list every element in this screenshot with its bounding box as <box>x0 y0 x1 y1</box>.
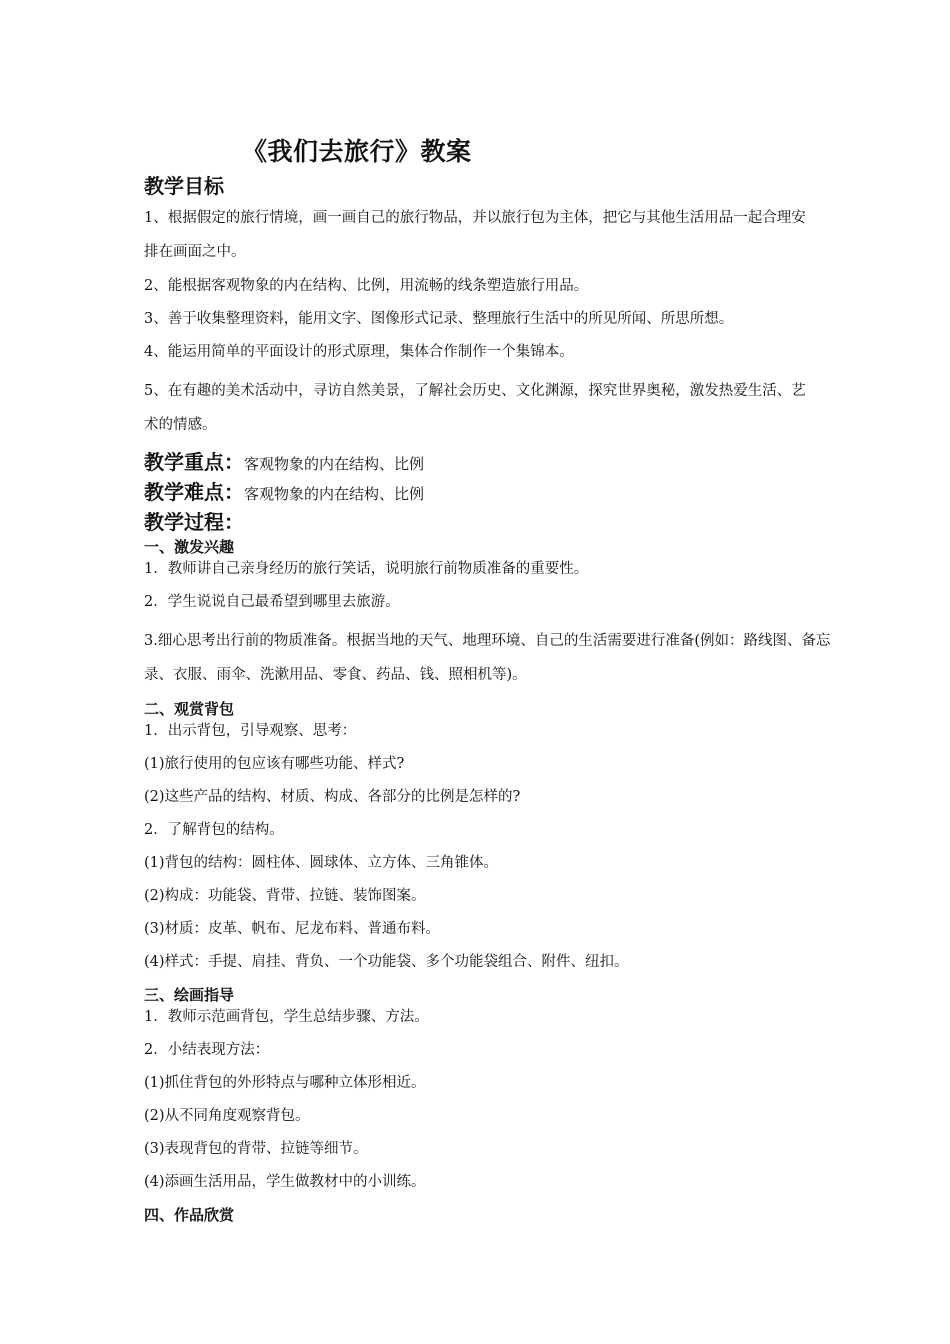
section-item: (4)样式：手提、肩挂、背负、一个功能袋、多个功能袋组合、附件、纽扣。 <box>144 954 629 970</box>
section-item: 1．出示背包，引导观察、思考： <box>144 723 357 739</box>
goal-item: 2、能根据客观物象的内在结构、比例，用流畅的线条塑造旅行用品。 <box>144 278 589 294</box>
section-item: 2．了解背包的结构。 <box>144 822 284 838</box>
goal-item: 5、在有趣的美术活动中，寻访自然美景，了解社会历史、文化渊源，探究世界奥秘，激发热爱生活、艺术的情感。 <box>144 383 806 433</box>
section-item: (3)材质：皮革、帆布、尼龙布料、普通布料。 <box>144 921 441 937</box>
goal-item: 1、根据假定的旅行情境，画一画自己的旅行物品，并以旅行包为主体，把它与其他生活用品一起合理安排在画面之中。 <box>144 210 806 260</box>
difficult-point-label: 教学难点： <box>144 480 244 504</box>
section-item: 1．教师示范画背包，学生总结步骤、方法。 <box>144 1009 429 1025</box>
key-point-line <box>144 448 844 478</box>
goals-heading: 教学目标 <box>144 174 224 198</box>
section-heading: 三、绘画指导 <box>144 986 235 1004</box>
section-item: 1．教师讲自己亲身经历的旅行笑话，说明旅行前物质准备的重要性。 <box>144 561 589 577</box>
goal-item: 3、善于收集整理资料，能用文字、图像形式记录、整理旅行生活中的所见所闻、所思所想。 <box>144 311 734 327</box>
section-item: 2．小结表现方法： <box>144 1042 270 1058</box>
process-heading: 教学过程： <box>144 510 244 534</box>
section-item: 3.细心思考出行前的物质准备。根据当地的天气、地理环境、自己的生活需要进行准备(例如：路线图、备忘录、衣服、雨伞、洗漱用品、零食、药品、钱、照相机等)。 <box>144 633 831 683</box>
section-item: (2)这些产品的结构、材质、构成、各部分的比例是怎样的? <box>144 789 521 805</box>
section-heading: 四、作品欣赏 <box>144 1206 235 1224</box>
section-item: (1)旅行使用的包应该有哪些功能、样式? <box>144 756 405 772</box>
section-heading: 二、观赏背包 <box>144 700 235 718</box>
section-item: (1)抓住背包的外形特点与哪种立体形相近。 <box>144 1075 426 1091</box>
document-body <box>144 172 844 1226</box>
key-point-label: 教学重点： <box>144 450 244 474</box>
section-heading: 一、激发兴趣 <box>144 538 235 556</box>
key-point-text: 客观物象的内在结构、比例 <box>244 455 425 473</box>
document-title: 《我们去旅行》教案 <box>242 137 472 166</box>
difficult-point-text: 客观物象的内在结构、比例 <box>244 485 425 503</box>
section-item: (4)添画生活用品，学生做教材中的小训练。 <box>144 1174 426 1190</box>
difficult-point-line <box>144 478 844 508</box>
section-item: (1)背包的结构：圆柱体、圆球体、立方体、三角锥体。 <box>144 855 499 871</box>
section-item: (2)从不同角度观察背包。 <box>144 1108 310 1124</box>
goal-item: 4、能运用简单的平面设计的形式原理，集体合作制作一个集锦本。 <box>144 344 574 360</box>
section-item: (3)表现背包的背带、拉链等细节。 <box>144 1141 368 1157</box>
section-item: (2)构成：功能袋、背带、拉链、装饰图案。 <box>144 888 426 904</box>
section-item: 2．学生说说自己最希望到哪里去旅游。 <box>144 594 400 610</box>
